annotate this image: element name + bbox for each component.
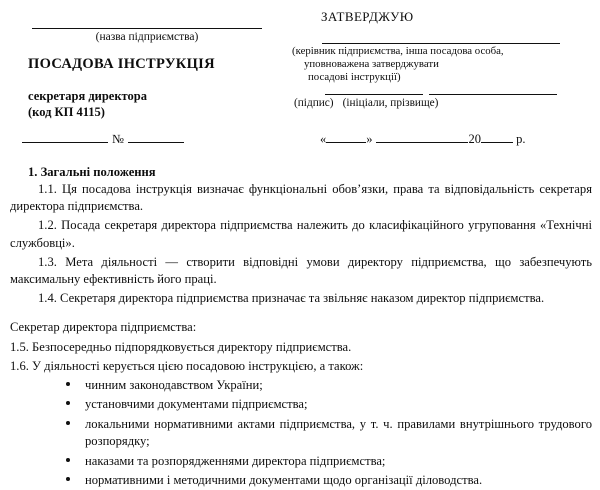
bullet-icon xyxy=(66,382,70,386)
paragraph-1-6: 1.6. У діяльності керується цією посадовою інструкцією, а також: xyxy=(10,358,364,373)
signature-rule xyxy=(325,94,423,95)
guidance-bullet-list xyxy=(0,376,600,490)
document-header xyxy=(0,0,600,160)
list-item xyxy=(0,452,600,471)
paragraph-1-1: 1.1. Ця посадова інструкція визначає функціональні обов’язки, права та відповідальність секретаря директора підприємства. xyxy=(10,182,592,214)
header-right-column xyxy=(290,0,600,160)
organization-name-rule xyxy=(32,28,262,29)
document-subtitle-code: (код КП 4115) xyxy=(28,104,105,119)
document-date-blank xyxy=(22,131,108,143)
body-spacer xyxy=(0,308,600,318)
bullet-icon xyxy=(66,458,70,462)
approver-caption-line-2: уповноважена затверджувати xyxy=(304,58,439,71)
initials-caption-label: (ініціали, прізвище) xyxy=(342,97,439,109)
list-item-label: локальними нормативними актами підприємства, у т. ч. правилами внутрішнього трудового розпорядку; xyxy=(85,416,592,449)
list-item xyxy=(0,395,600,414)
document-subtitle-position: секретаря директора xyxy=(28,89,147,103)
document-subtitle xyxy=(28,89,147,120)
lead-in-text: Секретар директора підприємства: xyxy=(10,320,197,335)
paragraph-1-5: 1.5. Безпосередньо підпорядковується директору підприємства. xyxy=(10,339,352,354)
approver-caption-line-3: посадові інструкції) xyxy=(308,71,401,84)
document-number-line xyxy=(22,131,262,146)
approval-date-line xyxy=(320,131,526,146)
signature-caption-label: (підпис) xyxy=(294,97,334,109)
list-item-label: наказами та розпорядженнями директора підприємства; xyxy=(85,453,386,468)
list-item-label: установчими документами підприємства; xyxy=(85,397,308,412)
paragraph-1-3: 1.3. Мета діяльності — створити відповідні умови директору підприємства, що забезпечують максимальну ефективність його праці. xyxy=(10,254,592,287)
organization-name-caption: (назва підприємства) xyxy=(95,31,199,43)
bullet-icon xyxy=(66,421,70,425)
date-year-blank xyxy=(481,131,513,143)
list-item xyxy=(0,471,600,490)
date-quote-open: « xyxy=(320,132,327,146)
document-number-blank xyxy=(128,131,184,143)
paragraph-1-2: 1.2. Посада секретаря директора підприємства належить до класифікаційного угруповання «Технічні службовці». xyxy=(10,218,592,250)
header-left-column xyxy=(0,0,290,160)
list-item xyxy=(0,415,600,452)
approval-heading: ЗАТВЕРДЖУЮ xyxy=(321,9,414,24)
signature-caption xyxy=(294,96,594,110)
date-month-blank xyxy=(376,131,468,143)
list-item-label: нормативними і методичними документами щодо організації діловодства. xyxy=(85,473,483,488)
section-heading-general-provisions: 1. Загальні положення xyxy=(28,165,156,179)
date-quote-close: » xyxy=(366,132,373,146)
approver-rule xyxy=(322,43,560,44)
initials-rule xyxy=(429,94,557,95)
number-sign-label: № xyxy=(112,132,124,146)
approver-caption xyxy=(292,45,592,85)
document-body xyxy=(0,160,600,490)
date-day-blank xyxy=(326,131,366,143)
bullet-icon xyxy=(66,477,70,481)
list-item xyxy=(0,376,600,395)
paragraph-1-4: 1.4. Секретаря директора підприємства призначає та звільняє наказом директор підприємства. xyxy=(38,291,545,306)
list-item-label: чинним законодавством України; xyxy=(85,378,263,393)
approver-caption-line-1: (керівник підприємства, інша посадова особа, xyxy=(292,45,504,57)
date-year-prefix: 20 xyxy=(468,132,481,146)
date-year-suffix: р. xyxy=(516,132,526,146)
bullet-icon xyxy=(66,401,70,405)
page-title: ПОСАДОВА ІНСТРУКЦІЯ xyxy=(28,56,215,72)
